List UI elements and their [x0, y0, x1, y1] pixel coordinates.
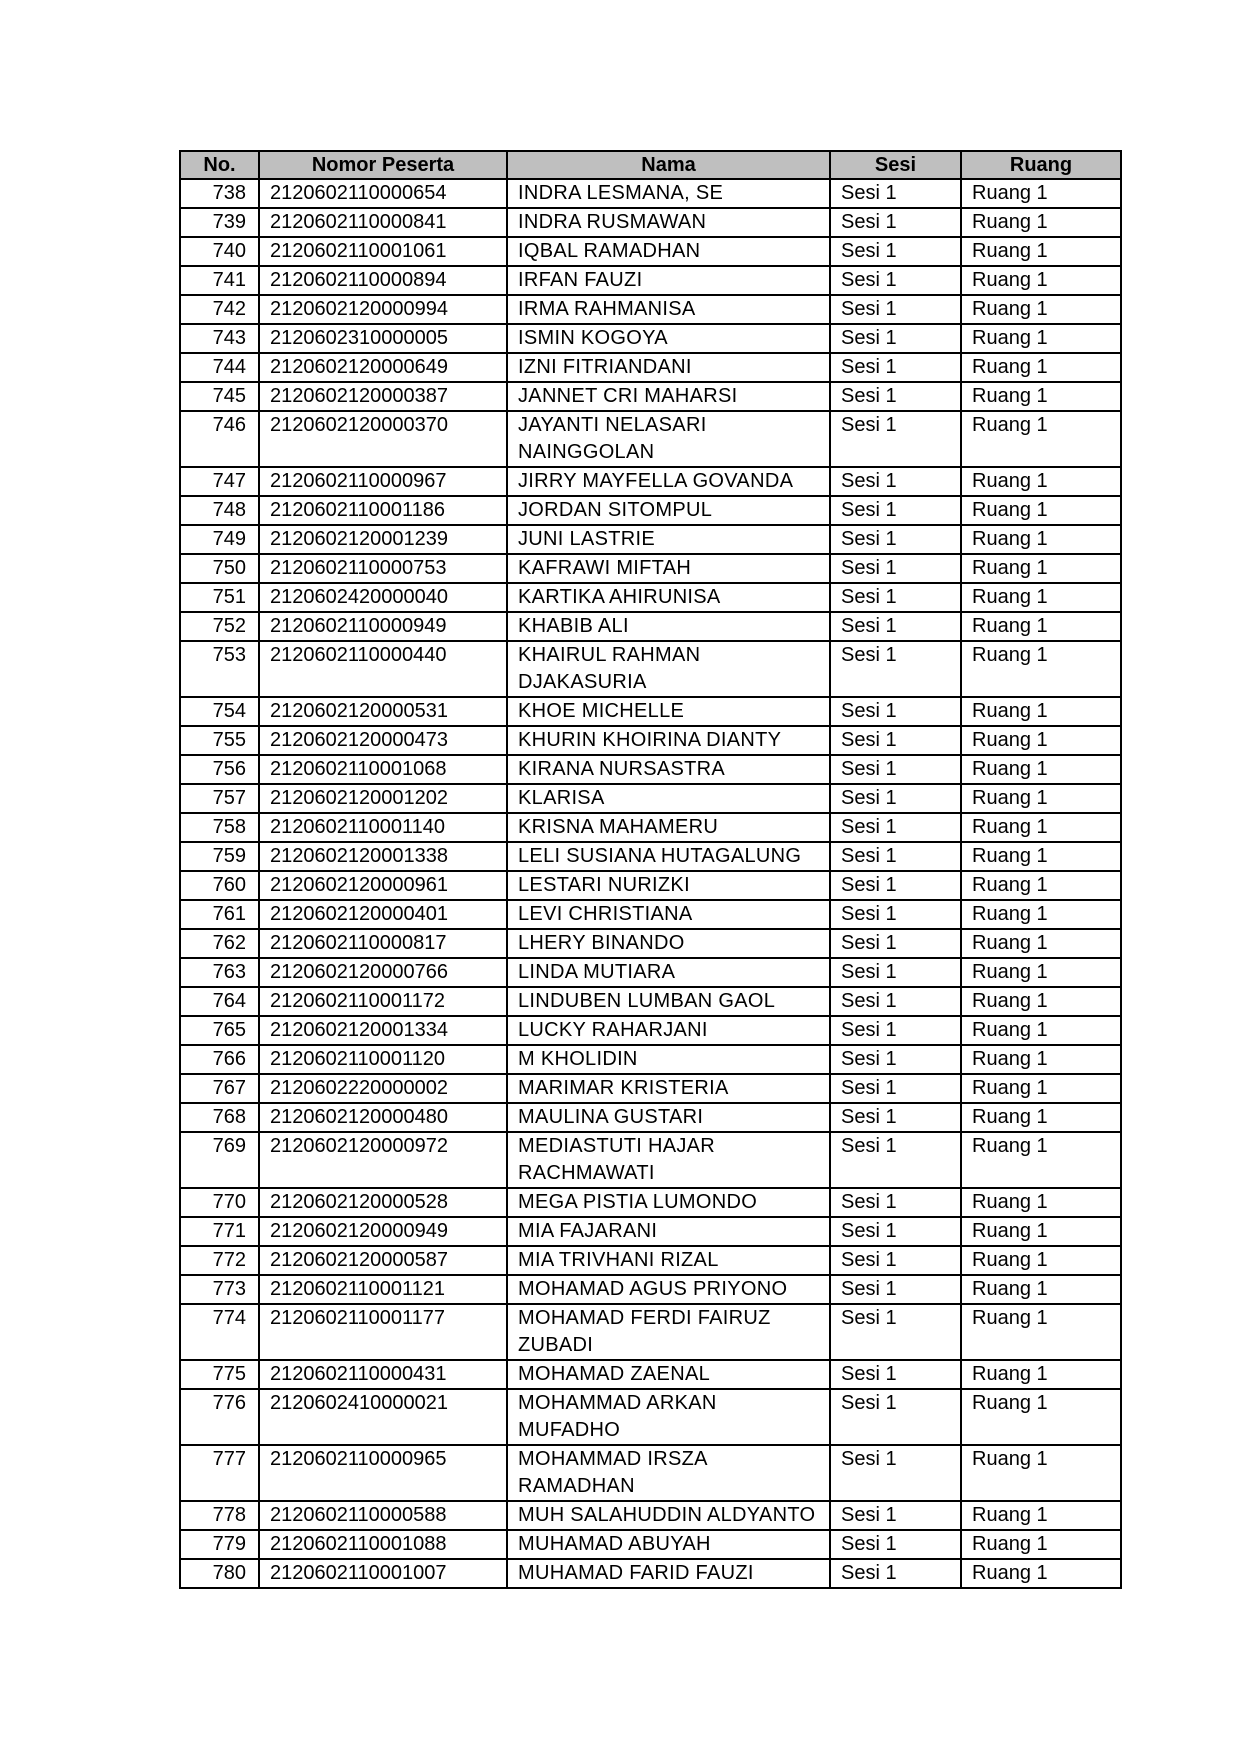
cell-nama: MIA TRIVHANI RIZAL — [507, 1246, 830, 1275]
cell-nomor-peserta: 2120602110001172 — [259, 987, 507, 1016]
table-row — [180, 1530, 1121, 1559]
cell-nomor-peserta: 2120602110001120 — [259, 1045, 507, 1074]
cell-nama: INDRA LESMANA, SE — [507, 179, 830, 208]
cell-nomor-peserta: 2120602110000654 — [259, 179, 507, 208]
table-header — [180, 151, 1121, 179]
cell-sesi: Sesi 1 — [830, 871, 961, 900]
table-row — [180, 929, 1121, 958]
cell-nomor-peserta: 2120602120000649 — [259, 353, 507, 382]
header-no: No. — [180, 151, 259, 179]
cell-sesi: Sesi 1 — [830, 1016, 961, 1045]
cell-sesi: Sesi 1 — [830, 641, 961, 697]
cell-sesi: Sesi 1 — [830, 208, 961, 237]
cell-nama: MUH SALAHUDDIN ALDYANTO — [507, 1501, 830, 1530]
cell-ruang: Ruang 1 — [961, 641, 1121, 697]
cell-ruang: Ruang 1 — [961, 353, 1121, 382]
table-row — [180, 987, 1121, 1016]
cell-sesi: Sesi 1 — [830, 1188, 961, 1217]
cell-no: 778 — [180, 1501, 259, 1530]
cell-nomor-peserta: 2120602110000894 — [259, 266, 507, 295]
table-row — [180, 554, 1121, 583]
table-row — [180, 1016, 1121, 1045]
cell-no: 759 — [180, 842, 259, 871]
cell-nomor-peserta: 2120602120000387 — [259, 382, 507, 411]
table-row — [180, 726, 1121, 755]
cell-sesi: Sesi 1 — [830, 842, 961, 871]
cell-sesi: Sesi 1 — [830, 324, 961, 353]
cell-no: 756 — [180, 755, 259, 784]
table-row — [180, 467, 1121, 496]
cell-nomor-peserta: 2120602110000817 — [259, 929, 507, 958]
cell-ruang: Ruang 1 — [961, 813, 1121, 842]
cell-sesi: Sesi 1 — [830, 237, 961, 266]
cell-nomor-peserta: 2120602110001140 — [259, 813, 507, 842]
cell-ruang: Ruang 1 — [961, 1530, 1121, 1559]
cell-sesi: Sesi 1 — [830, 813, 961, 842]
cell-no: 762 — [180, 929, 259, 958]
table-row — [180, 208, 1121, 237]
cell-nama: IRFAN FAUZI — [507, 266, 830, 295]
cell-sesi: Sesi 1 — [830, 179, 961, 208]
cell-nama: MOHAMMAD IRSZA RAMADHAN — [507, 1445, 830, 1501]
table-row — [180, 842, 1121, 871]
table-row — [180, 1559, 1121, 1588]
table-row — [180, 525, 1121, 554]
table-row — [180, 958, 1121, 987]
cell-nomor-peserta: 2120602120000473 — [259, 726, 507, 755]
cell-nomor-peserta: 2120602110000967 — [259, 467, 507, 496]
participant-table — [179, 150, 1122, 1589]
table-row — [180, 755, 1121, 784]
cell-sesi: Sesi 1 — [830, 295, 961, 324]
table-row — [180, 583, 1121, 612]
cell-nomor-peserta: 2120602120000994 — [259, 295, 507, 324]
cell-ruang: Ruang 1 — [961, 208, 1121, 237]
header-row — [180, 151, 1121, 179]
cell-sesi: Sesi 1 — [830, 1389, 961, 1445]
table-row — [180, 813, 1121, 842]
cell-ruang: Ruang 1 — [961, 179, 1121, 208]
cell-nama: MOHAMMAD ARKAN MUFADHO — [507, 1389, 830, 1445]
cell-no: 749 — [180, 525, 259, 554]
cell-no: 745 — [180, 382, 259, 411]
table-row — [180, 1501, 1121, 1530]
cell-ruang: Ruang 1 — [961, 1389, 1121, 1445]
cell-no: 750 — [180, 554, 259, 583]
cell-sesi: Sesi 1 — [830, 525, 961, 554]
cell-nama: KHURIN KHOIRINA DIANTY — [507, 726, 830, 755]
table-row — [180, 382, 1121, 411]
cell-sesi: Sesi 1 — [830, 583, 961, 612]
cell-sesi: Sesi 1 — [830, 900, 961, 929]
cell-nama: JANNET CRI MAHARSI — [507, 382, 830, 411]
cell-no: 773 — [180, 1275, 259, 1304]
cell-sesi: Sesi 1 — [830, 411, 961, 467]
table-row — [180, 1188, 1121, 1217]
cell-sesi: Sesi 1 — [830, 612, 961, 641]
cell-nomor-peserta: 2120602120000961 — [259, 871, 507, 900]
cell-nama: JUNI LASTRIE — [507, 525, 830, 554]
cell-sesi: Sesi 1 — [830, 382, 961, 411]
cell-sesi: Sesi 1 — [830, 784, 961, 813]
cell-no: 775 — [180, 1360, 259, 1389]
cell-sesi: Sesi 1 — [830, 1045, 961, 1074]
table-row — [180, 871, 1121, 900]
cell-sesi: Sesi 1 — [830, 467, 961, 496]
cell-no: 774 — [180, 1304, 259, 1360]
cell-nomor-peserta: 2120602110000431 — [259, 1360, 507, 1389]
cell-no: 741 — [180, 266, 259, 295]
table-row — [180, 1103, 1121, 1132]
table-row — [180, 1360, 1121, 1389]
cell-nomor-peserta: 2120602120000972 — [259, 1132, 507, 1188]
cell-sesi: Sesi 1 — [830, 1360, 961, 1389]
cell-no: 754 — [180, 697, 259, 726]
cell-nomor-peserta: 2120602120001334 — [259, 1016, 507, 1045]
cell-nomor-peserta: 2120602110001177 — [259, 1304, 507, 1360]
cell-nama: KHAIRUL RAHMAN DJAKASURIA — [507, 641, 830, 697]
cell-ruang: Ruang 1 — [961, 784, 1121, 813]
cell-sesi: Sesi 1 — [830, 353, 961, 382]
cell-nama: INDRA RUSMAWAN — [507, 208, 830, 237]
cell-no: 763 — [180, 958, 259, 987]
cell-no: 747 — [180, 467, 259, 496]
cell-sesi: Sesi 1 — [830, 1501, 961, 1530]
cell-nama: MUHAMAD FARID FAUZI — [507, 1559, 830, 1588]
cell-nama: MOHAMAD AGUS PRIYONO — [507, 1275, 830, 1304]
cell-no: 740 — [180, 237, 259, 266]
cell-no: 755 — [180, 726, 259, 755]
cell-no: 764 — [180, 987, 259, 1016]
cell-nomor-peserta: 2120602110001068 — [259, 755, 507, 784]
cell-nama: MEDIASTUTI HAJAR RACHMAWATI — [507, 1132, 830, 1188]
cell-nomor-peserta: 2120602110000965 — [259, 1445, 507, 1501]
cell-nama: JAYANTI NELASARI NAINGGOLAN — [507, 411, 830, 467]
cell-sesi: Sesi 1 — [830, 554, 961, 583]
cell-ruang: Ruang 1 — [961, 1217, 1121, 1246]
cell-no: 760 — [180, 871, 259, 900]
cell-nomor-peserta: 2120602110000841 — [259, 208, 507, 237]
cell-nomor-peserta: 2120602120001202 — [259, 784, 507, 813]
cell-ruang: Ruang 1 — [961, 1103, 1121, 1132]
cell-sesi: Sesi 1 — [830, 1217, 961, 1246]
cell-nomor-peserta: 2120602420000040 — [259, 583, 507, 612]
cell-no: 776 — [180, 1389, 259, 1445]
table-row — [180, 324, 1121, 353]
cell-nama: MEGA PISTIA LUMONDO — [507, 1188, 830, 1217]
cell-no: 779 — [180, 1530, 259, 1559]
cell-sesi: Sesi 1 — [830, 1530, 961, 1559]
table-row — [180, 179, 1121, 208]
cell-nomor-peserta: 2120602110000440 — [259, 641, 507, 697]
cell-ruang: Ruang 1 — [961, 1074, 1121, 1103]
cell-nama: MOHAMAD ZAENAL — [507, 1360, 830, 1389]
cell-nama: LHERY BINANDO — [507, 929, 830, 958]
cell-ruang: Ruang 1 — [961, 1045, 1121, 1074]
cell-ruang: Ruang 1 — [961, 1275, 1121, 1304]
cell-sesi: Sesi 1 — [830, 987, 961, 1016]
cell-ruang: Ruang 1 — [961, 842, 1121, 871]
cell-sesi: Sesi 1 — [830, 726, 961, 755]
cell-no: 757 — [180, 784, 259, 813]
cell-ruang: Ruang 1 — [961, 755, 1121, 784]
cell-sesi: Sesi 1 — [830, 266, 961, 295]
cell-no: 765 — [180, 1016, 259, 1045]
table-row — [180, 266, 1121, 295]
cell-nomor-peserta: 2120602110001061 — [259, 237, 507, 266]
cell-ruang: Ruang 1 — [961, 697, 1121, 726]
header-ruang: Ruang — [961, 151, 1121, 179]
table-row — [180, 697, 1121, 726]
cell-ruang: Ruang 1 — [961, 958, 1121, 987]
cell-nomor-peserta: 2120602110001088 — [259, 1530, 507, 1559]
cell-nomor-peserta: 2120602120000587 — [259, 1246, 507, 1275]
cell-nama: KARTIKA AHIRUNISA — [507, 583, 830, 612]
cell-no: 758 — [180, 813, 259, 842]
cell-nomor-peserta: 2120602120000528 — [259, 1188, 507, 1217]
cell-ruang: Ruang 1 — [961, 1501, 1121, 1530]
cell-nama: LESTARI NURIZKI — [507, 871, 830, 900]
cell-nama: MAULINA GUSTARI — [507, 1103, 830, 1132]
cell-nomor-peserta: 2120602120001338 — [259, 842, 507, 871]
cell-no: 751 — [180, 583, 259, 612]
cell-ruang: Ruang 1 — [961, 900, 1121, 929]
cell-ruang: Ruang 1 — [961, 496, 1121, 525]
cell-ruang: Ruang 1 — [961, 1132, 1121, 1188]
header-sesi: Sesi — [830, 151, 961, 179]
cell-nama: IQBAL RAMADHAN — [507, 237, 830, 266]
cell-ruang: Ruang 1 — [961, 1304, 1121, 1360]
cell-nomor-peserta: 2120602110000588 — [259, 1501, 507, 1530]
table-row — [180, 1132, 1121, 1188]
table-row — [180, 784, 1121, 813]
cell-nama: JIRRY MAYFELLA GOVANDA — [507, 467, 830, 496]
cell-no: 743 — [180, 324, 259, 353]
header-nomor-peserta: Nomor Peserta — [259, 151, 507, 179]
cell-nomor-peserta: 2120602120001239 — [259, 525, 507, 554]
cell-nomor-peserta: 2120602310000005 — [259, 324, 507, 353]
cell-ruang: Ruang 1 — [961, 1246, 1121, 1275]
cell-nama: LINDA MUTIARA — [507, 958, 830, 987]
cell-ruang: Ruang 1 — [961, 871, 1121, 900]
table-body — [180, 179, 1121, 1588]
table-row — [180, 295, 1121, 324]
cell-nomor-peserta: 2120602110001007 — [259, 1559, 507, 1588]
cell-nama: M KHOLIDIN — [507, 1045, 830, 1074]
cell-ruang: Ruang 1 — [961, 1559, 1121, 1588]
cell-sesi: Sesi 1 — [830, 1304, 961, 1360]
cell-no: 770 — [180, 1188, 259, 1217]
cell-nomor-peserta: 2120602110001121 — [259, 1275, 507, 1304]
cell-nama: MOHAMAD FERDI FAIRUZ ZUBADI — [507, 1304, 830, 1360]
cell-nomor-peserta: 2120602120000766 — [259, 958, 507, 987]
cell-no: 739 — [180, 208, 259, 237]
table-row — [180, 1074, 1121, 1103]
table-row — [180, 1304, 1121, 1360]
cell-no: 766 — [180, 1045, 259, 1074]
cell-nomor-peserta: 2120602120000531 — [259, 697, 507, 726]
cell-sesi: Sesi 1 — [830, 1559, 961, 1588]
cell-nama: MUHAMAD ABUYAH — [507, 1530, 830, 1559]
cell-nomor-peserta: 2120602120000949 — [259, 1217, 507, 1246]
cell-sesi: Sesi 1 — [830, 1103, 961, 1132]
table-row — [180, 641, 1121, 697]
cell-no: 753 — [180, 641, 259, 697]
cell-ruang: Ruang 1 — [961, 583, 1121, 612]
cell-nama: LELI SUSIANA HUTAGALUNG — [507, 842, 830, 871]
table-row — [180, 1275, 1121, 1304]
cell-no: 767 — [180, 1074, 259, 1103]
cell-nomor-peserta: 2120602220000002 — [259, 1074, 507, 1103]
cell-nama: LINDUBEN LUMBAN GAOL — [507, 987, 830, 1016]
table-row — [180, 411, 1121, 467]
cell-nama: IZNI FITRIANDANI — [507, 353, 830, 382]
cell-sesi: Sesi 1 — [830, 958, 961, 987]
table-row — [180, 237, 1121, 266]
cell-nama: IRMA RAHMANISA — [507, 295, 830, 324]
cell-ruang: Ruang 1 — [961, 612, 1121, 641]
cell-nama: KLARISA — [507, 784, 830, 813]
cell-no: 761 — [180, 900, 259, 929]
table-row — [180, 1445, 1121, 1501]
cell-ruang: Ruang 1 — [961, 1360, 1121, 1389]
cell-ruang: Ruang 1 — [961, 411, 1121, 467]
table-row — [180, 1246, 1121, 1275]
cell-no: 748 — [180, 496, 259, 525]
cell-sesi: Sesi 1 — [830, 1074, 961, 1103]
cell-ruang: Ruang 1 — [961, 987, 1121, 1016]
cell-no: 746 — [180, 411, 259, 467]
cell-no: 742 — [180, 295, 259, 324]
cell-ruang: Ruang 1 — [961, 324, 1121, 353]
cell-ruang: Ruang 1 — [961, 726, 1121, 755]
cell-nama: KAFRAWI MIFTAH — [507, 554, 830, 583]
cell-nama: MARIMAR KRISTERIA — [507, 1074, 830, 1103]
cell-ruang: Ruang 1 — [961, 554, 1121, 583]
cell-no: 777 — [180, 1445, 259, 1501]
cell-ruang: Ruang 1 — [961, 295, 1121, 324]
cell-no: 744 — [180, 353, 259, 382]
table-row — [180, 1217, 1121, 1246]
cell-nama: JORDAN SITOMPUL — [507, 496, 830, 525]
cell-no: 772 — [180, 1246, 259, 1275]
cell-nama: LUCKY RAHARJANI — [507, 1016, 830, 1045]
cell-nomor-peserta: 2120602110000949 — [259, 612, 507, 641]
cell-nomor-peserta: 2120602410000021 — [259, 1389, 507, 1445]
cell-ruang: Ruang 1 — [961, 382, 1121, 411]
cell-nama: KHABIB ALI — [507, 612, 830, 641]
cell-ruang: Ruang 1 — [961, 467, 1121, 496]
table-row — [180, 353, 1121, 382]
table-row — [180, 1389, 1121, 1445]
table-row — [180, 1045, 1121, 1074]
header-nama: Nama — [507, 151, 830, 179]
cell-no: 752 — [180, 612, 259, 641]
cell-nama: ISMIN KOGOYA — [507, 324, 830, 353]
cell-nama: KRISNA MAHAMERU — [507, 813, 830, 842]
cell-ruang: Ruang 1 — [961, 1016, 1121, 1045]
cell-no: 738 — [180, 179, 259, 208]
cell-sesi: Sesi 1 — [830, 755, 961, 784]
cell-nama: KHOE MICHELLE — [507, 697, 830, 726]
cell-ruang: Ruang 1 — [961, 929, 1121, 958]
cell-nomor-peserta: 2120602110001186 — [259, 496, 507, 525]
cell-nomor-peserta: 2120602110000753 — [259, 554, 507, 583]
cell-sesi: Sesi 1 — [830, 1275, 961, 1304]
cell-no: 780 — [180, 1559, 259, 1588]
cell-sesi: Sesi 1 — [830, 1445, 961, 1501]
cell-ruang: Ruang 1 — [961, 266, 1121, 295]
table-row — [180, 900, 1121, 929]
cell-sesi: Sesi 1 — [830, 496, 961, 525]
cell-ruang: Ruang 1 — [961, 1445, 1121, 1501]
cell-ruang: Ruang 1 — [961, 525, 1121, 554]
cell-nomor-peserta: 2120602120000401 — [259, 900, 507, 929]
cell-nama: MIA FAJARANI — [507, 1217, 830, 1246]
cell-nomor-peserta: 2120602120000370 — [259, 411, 507, 467]
cell-nomor-peserta: 2120602120000480 — [259, 1103, 507, 1132]
cell-sesi: Sesi 1 — [830, 1246, 961, 1275]
cell-sesi: Sesi 1 — [830, 697, 961, 726]
table-row — [180, 612, 1121, 641]
cell-ruang: Ruang 1 — [961, 237, 1121, 266]
cell-sesi: Sesi 1 — [830, 929, 961, 958]
cell-no: 771 — [180, 1217, 259, 1246]
cell-sesi: Sesi 1 — [830, 1132, 961, 1188]
cell-no: 769 — [180, 1132, 259, 1188]
table-row — [180, 496, 1121, 525]
cell-no: 768 — [180, 1103, 259, 1132]
cell-nama: KIRANA NURSASTRA — [507, 755, 830, 784]
cell-nama: LEVI CHRISTIANA — [507, 900, 830, 929]
cell-ruang: Ruang 1 — [961, 1188, 1121, 1217]
